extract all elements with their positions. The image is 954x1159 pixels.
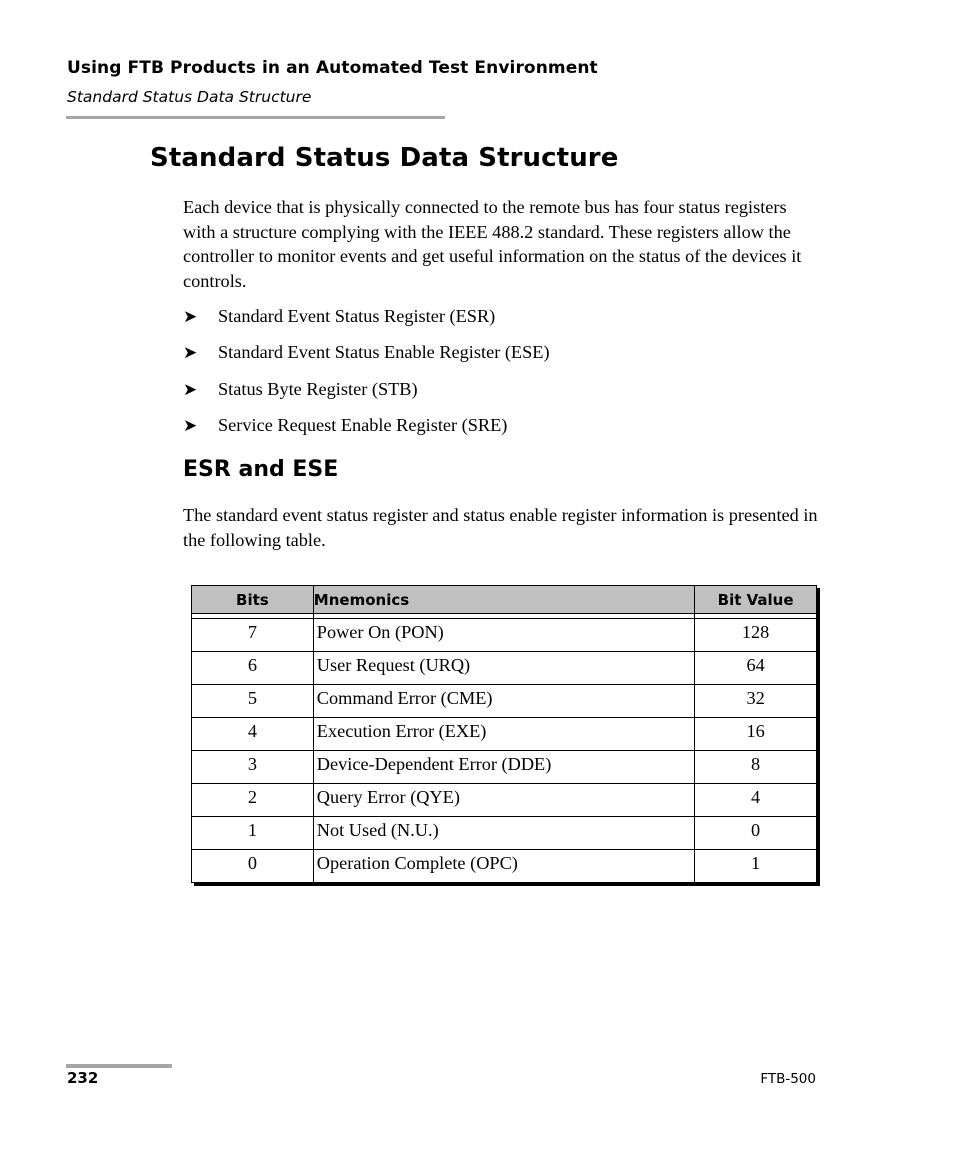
intro-paragraph: Each device that is physically connected to the remote bus has four status registers with a structure complying with the IEEE 488.2 standard. These registers allow the controller to monitor events and get useful information on the status of the devices it controls. (183, 197, 802, 291)
running-header-title: Using FTB Products in an Automated Test Environment (67, 58, 598, 78)
cell-bit-value-text: 1 (751, 853, 761, 873)
table-body (192, 614, 817, 883)
section-intro-paragraph: The standard event status register and status enable register information is presented in the following table. (183, 505, 818, 550)
cell-mnemonic-text: Query Error (QYE) (316, 787, 460, 807)
cell-mnemonic-text: Execution Error (EXE) (316, 721, 487, 741)
cell-mnemonic (313, 817, 694, 850)
cell-mnemonic (313, 619, 694, 652)
cell-bits (192, 685, 314, 718)
cell-bits-text: 6 (247, 655, 257, 675)
cell-bit-value (695, 784, 817, 817)
page-number: 232 (67, 1069, 99, 1087)
cell-mnemonic (313, 850, 694, 883)
cell-bits (192, 817, 314, 850)
register-list (183, 304, 550, 449)
cell-bits-text: 7 (247, 622, 257, 642)
table-row (192, 619, 817, 652)
table-header-row (192, 586, 817, 614)
cell-mnemonic-text: Power On (PON) (316, 622, 444, 642)
cell-bit-value-text: 64 (746, 655, 765, 675)
page-title: Standard Status Data Structure (150, 143, 619, 173)
right-arrowhead-icon: ➤ (183, 415, 198, 436)
cell-bits (192, 784, 314, 817)
table-row (192, 817, 817, 850)
right-arrowhead-icon: ➤ (183, 343, 198, 364)
cell-bits-text: 4 (247, 721, 257, 741)
register-table (191, 585, 817, 883)
cell-bits-text: 2 (247, 787, 257, 807)
cell-bits (192, 652, 314, 685)
running-header-subtitle: Standard Status Data Structure (67, 88, 312, 106)
cell-bits (192, 850, 314, 883)
header-rule (66, 116, 445, 119)
cell-bit-value-text: 4 (751, 787, 761, 807)
cell-mnemonic-text: Operation Complete (OPC) (316, 853, 518, 873)
cell-mnemonic-text: Not Used (N.U.) (316, 820, 439, 840)
cell-bit-value (695, 619, 817, 652)
cell-bits-text: 3 (247, 754, 257, 774)
cell-bits (192, 718, 314, 751)
list-item (183, 413, 550, 449)
cell-bits-text: 1 (247, 820, 257, 840)
cell-bit-value-text: 128 (741, 622, 770, 642)
list-item (183, 304, 550, 340)
cell-bits-text: 0 (247, 853, 257, 873)
cell-bit-value-text: 16 (746, 721, 765, 741)
cell-bit-value (695, 751, 817, 784)
cell-bit-value-text: 0 (751, 820, 761, 840)
cell-mnemonic (313, 652, 694, 685)
section-title: ESR and ESE (183, 457, 339, 482)
list-item (183, 377, 550, 413)
cell-mnemonic (313, 685, 694, 718)
cell-bit-value (695, 652, 817, 685)
cell-mnemonic (313, 751, 694, 784)
table-row (192, 784, 817, 817)
column-header-bit-value: Bit Value (695, 586, 817, 614)
right-arrowhead-icon: ➤ (183, 307, 198, 327)
table-row (192, 850, 817, 883)
cell-mnemonic (313, 784, 694, 817)
list-item-label: Standard Event Status Register (ESR) (218, 306, 496, 326)
cell-bits (192, 751, 314, 784)
footer-rule (66, 1064, 172, 1068)
cell-mnemonic (313, 718, 694, 751)
product-name: FTB-500 (760, 1071, 816, 1087)
cell-bit-value (695, 718, 817, 751)
table-row (192, 718, 817, 751)
cell-bit-value-text: 32 (746, 688, 765, 708)
list-item-label: Status Byte Register (STB) (218, 378, 418, 399)
table-row (192, 652, 817, 685)
cell-mnemonic-text: Command Error (CME) (316, 688, 493, 708)
table-row (192, 751, 817, 784)
right-arrowhead-icon: ➤ (183, 379, 198, 400)
column-header-mnemonics: Mnemonics (313, 586, 694, 614)
list-item (183, 340, 550, 376)
cell-bits (192, 619, 314, 652)
list-item-label: Standard Event Status Enable Register (ESE) (218, 342, 550, 363)
column-header-bits: Bits (192, 586, 314, 614)
list-item-label: Service Request Enable Register (SRE) (218, 414, 508, 435)
table-row (192, 685, 817, 718)
cell-mnemonic-text: Device-Dependent Error (DDE) (316, 754, 552, 774)
cell-bit-value (695, 817, 817, 850)
cell-mnemonic-text: User Request (URQ) (316, 655, 471, 675)
cell-bit-value (695, 685, 817, 718)
cell-bits-text: 5 (247, 688, 257, 708)
cell-bit-value (695, 850, 817, 883)
cell-bit-value-text: 8 (751, 754, 761, 774)
